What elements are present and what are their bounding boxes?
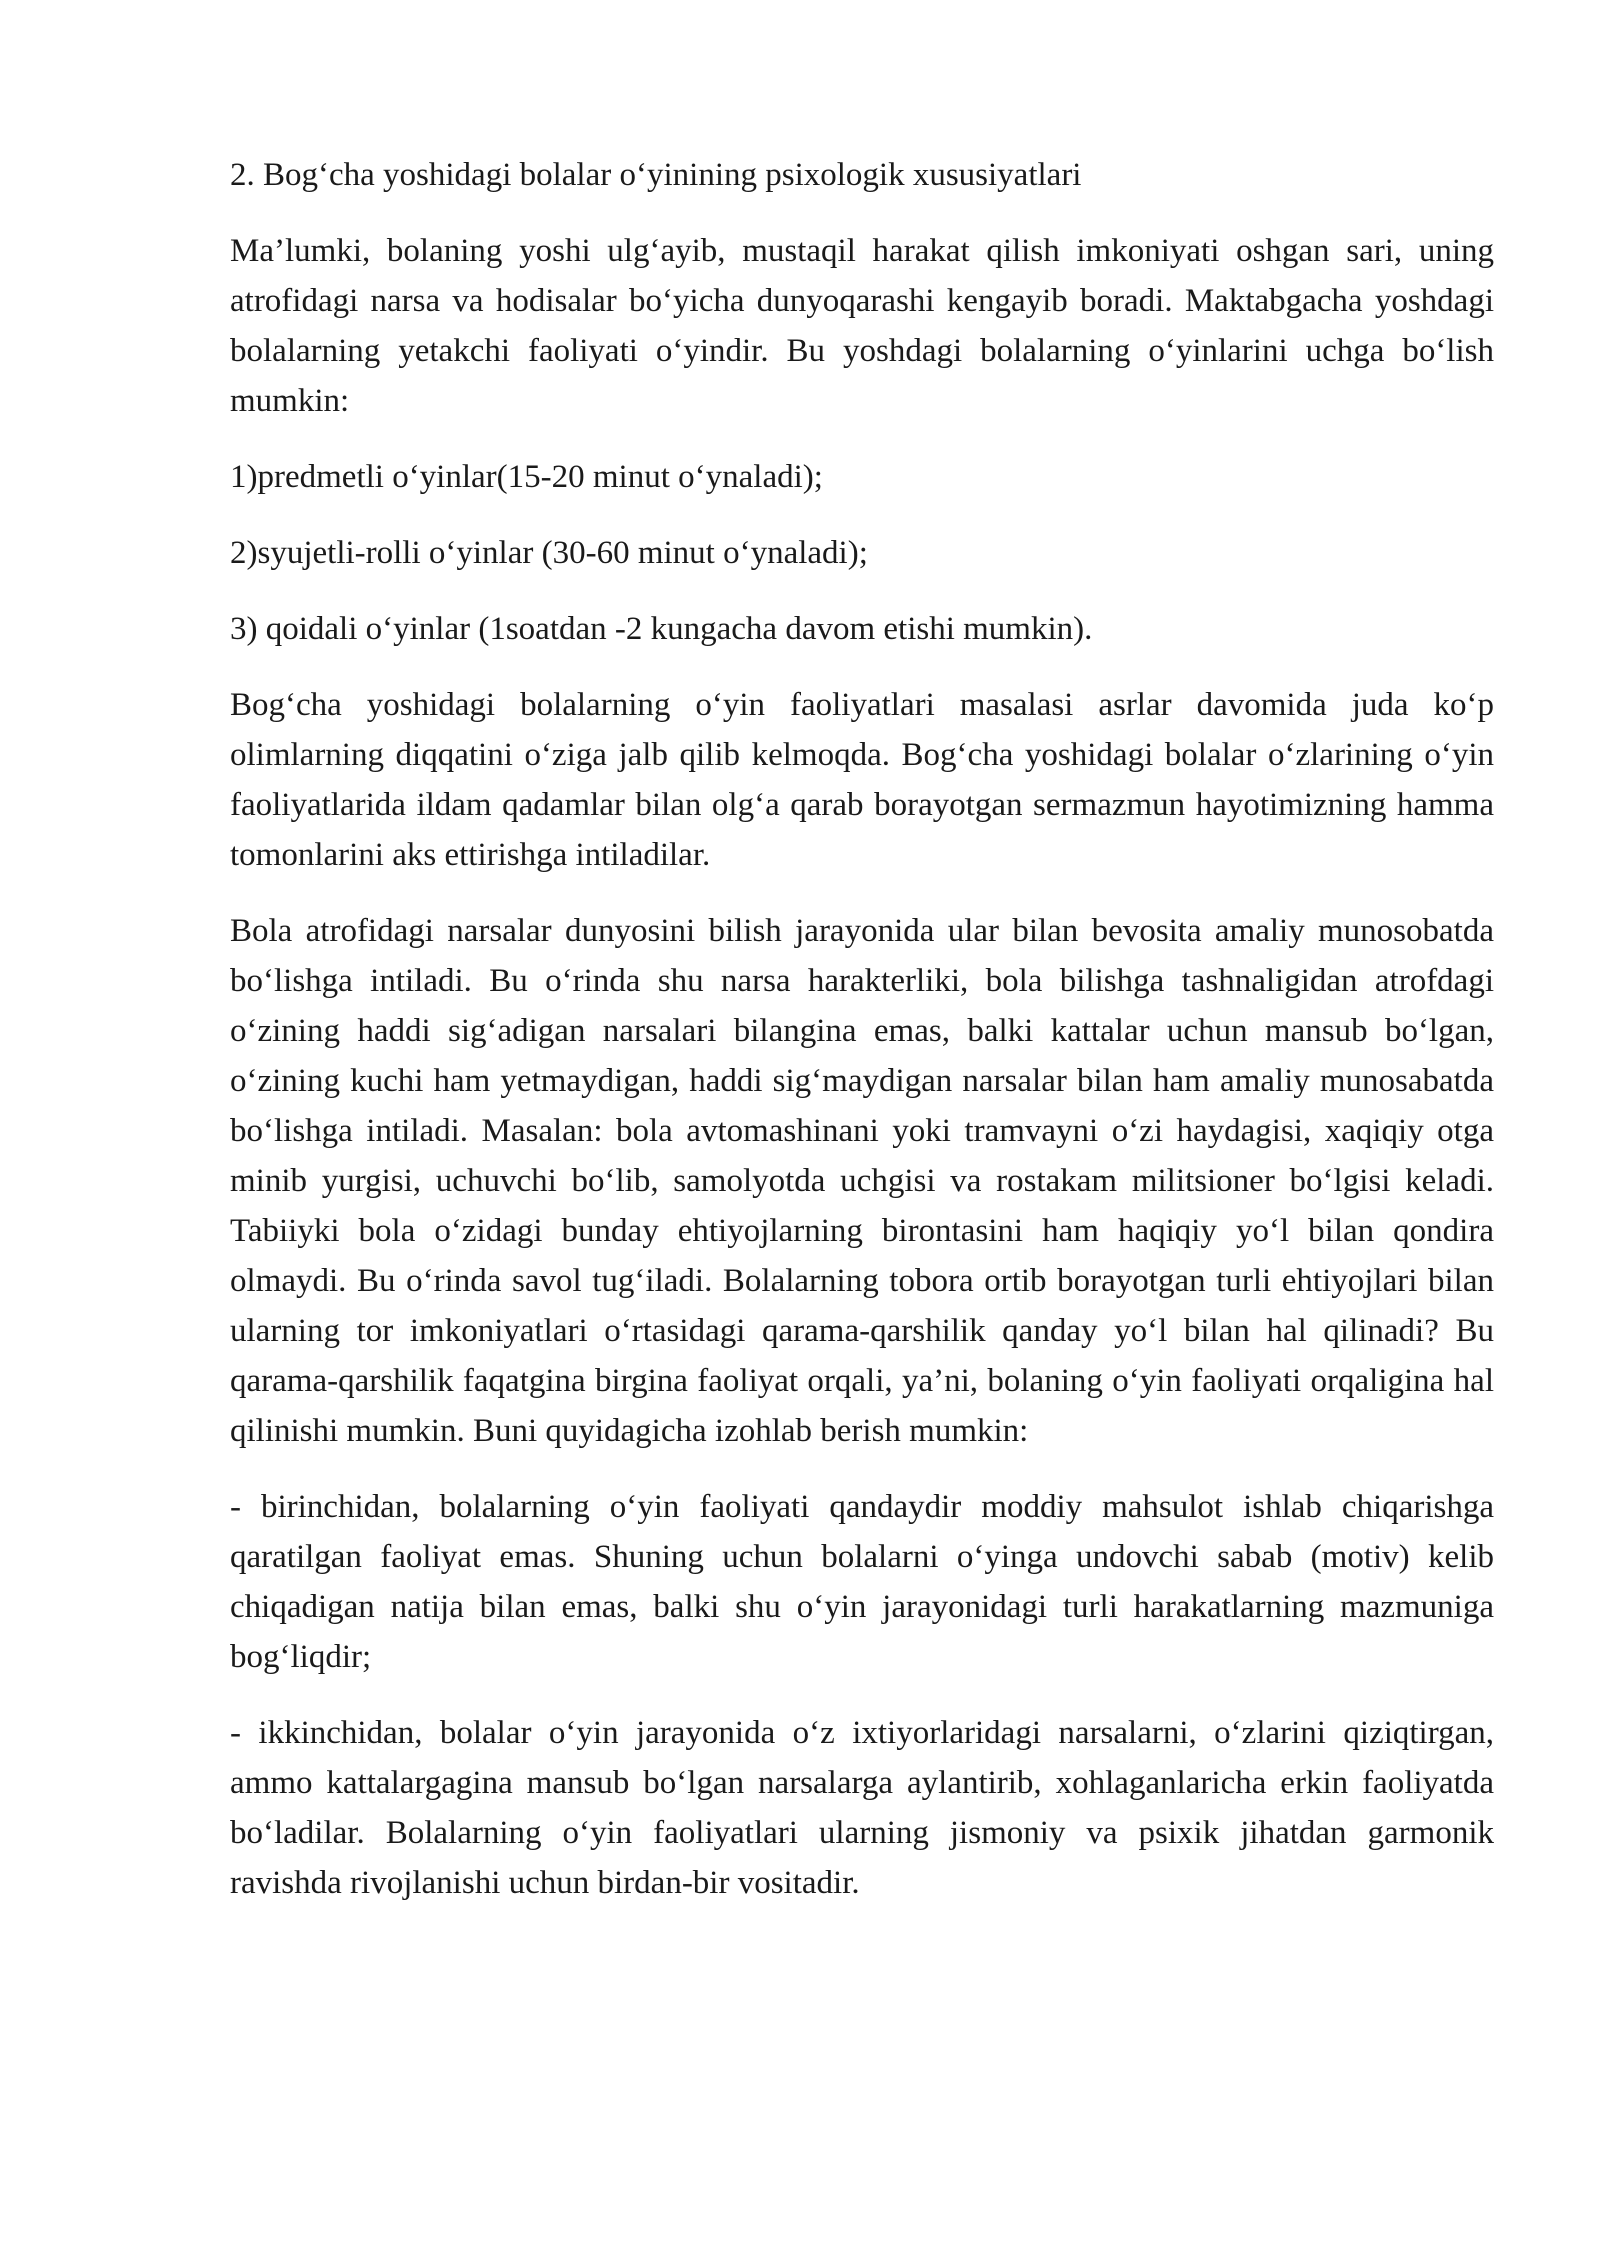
body-paragraph: - ikkinchidan, bolalar o‘yin jarayonida o‘z ixtiyorlaridagi narsalarni, o‘zlarini qiziqtirgan, ammo kattalargagina mansub bo‘lgan narsalarga aylantirib, xohlaganlaricha erkin faoliyatda bo‘ladilar. Bolalarning o‘yin faoliyatlari ularning jismoniy va psixik jihatdan garmonik ravishda rivojlanishi uchun birdan-bir vositadir. xyxy=(230,1715,1494,1901)
list-item: 3) qoidali o‘yinlar (1soatdan -2 kungacha davom etishi mumkin). xyxy=(230,611,1093,647)
body-paragraph: Bola atrofidagi narsalar dunyosini bilish jarayonida ular bilan bevosita amaliy munosobatda bo‘lishga intiladi. Bu o‘rinda shu narsa harakterliki, bola bilishga tashnaligidan atrofdagi o‘zining haddi sig‘adigan narsalari bilangina emas, balki kattalar uchun mansub bo‘lgan, o‘zining kuchi ham yetmaydigan, haddi sig‘maydigan narsalar bilan ham amaliy munosabatda bo‘lishga intiladi. Masalan: bola avtomashinani yoki tramvayni o‘zi haydagisi, xaqiqiy otga minib yurgisi, uchuvchi bo‘lib, samolyotda uchgisi va rostakam militsioner bo‘lgisi keladi. Tabiiyki bola o‘zidagi bunday ehtiyojlarning birontasini ham haqiqiy yo‘l bilan qondira olmaydi. Bu o‘rinda savol tug‘iladi. Bolalarning tobora ortib borayotgan turli ehtiyojlari bilan ularning tor imkoniyatlari o‘rtasidagi qarama-qarshilik qanday yo‘l bilan hal qilinadi? Bu qarama-qarshilik faqatgina birgina faoliyat orqali, ya’ni, bolaning o‘yin faoliyati orqaligina hal qilinishi mumkin. Buni quyidagicha izohlab berish mumkin: xyxy=(230,913,1494,1449)
intro-paragraph: Ma’lumki, bolaning yoshi ulg‘ayib, mustaqil harakat qilish imkoniyati oshgan sari, uning atrofidagi narsa va hodisalar bo‘yicha dunyoqarashi kengayib boradi. Maktabgacha yoshdagi bolalarning yetakchi faoliyati o‘yindir. Bu yoshdagi bolalarning o‘yinlarini uchga bo‘lish mumkin: xyxy=(230,233,1494,419)
body-paragraph: Bog‘cha yoshidagi bolalarning o‘yin faoliyatlari masalasi asrlar davomida juda ko‘p olimlarning diqqatini o‘ziga jalb qilib kelmoqda. Bog‘cha yoshidagi bolalar o‘zlarining o‘yin faoliyatlarida ildam qadamlar bilan olg‘a qarab borayotgan sermazmun hayotimizning hamma tomonlarini aks ettirishga intiladilar. xyxy=(230,687,1494,873)
list-item: 1)predmetli o‘yinlar(15-20 minut o‘ynaladi); xyxy=(230,459,823,495)
section-heading: 2. Bog‘cha yoshidagi bolalar o‘yinining psixologik xususiyatlari xyxy=(230,157,1082,193)
document-page xyxy=(230,150,1494,1934)
body-paragraph: - birinchidan, bolalarning o‘yin faoliyati qandaydir moddiy mahsulot ishlab chiqarishga qaratilgan faoliyat emas. Shuning uchun bolalarni o‘yinga undovchi sabab (motiv) kelib chiqadigan natija bilan emas, balki shu o‘yin jarayonidagi turli harakatlarning mazmuniga bog‘liqdir; xyxy=(230,1489,1494,1675)
list-item: 2)syujetli-rolli o‘yinlar (30-60 minut o‘ynaladi); xyxy=(230,535,868,571)
